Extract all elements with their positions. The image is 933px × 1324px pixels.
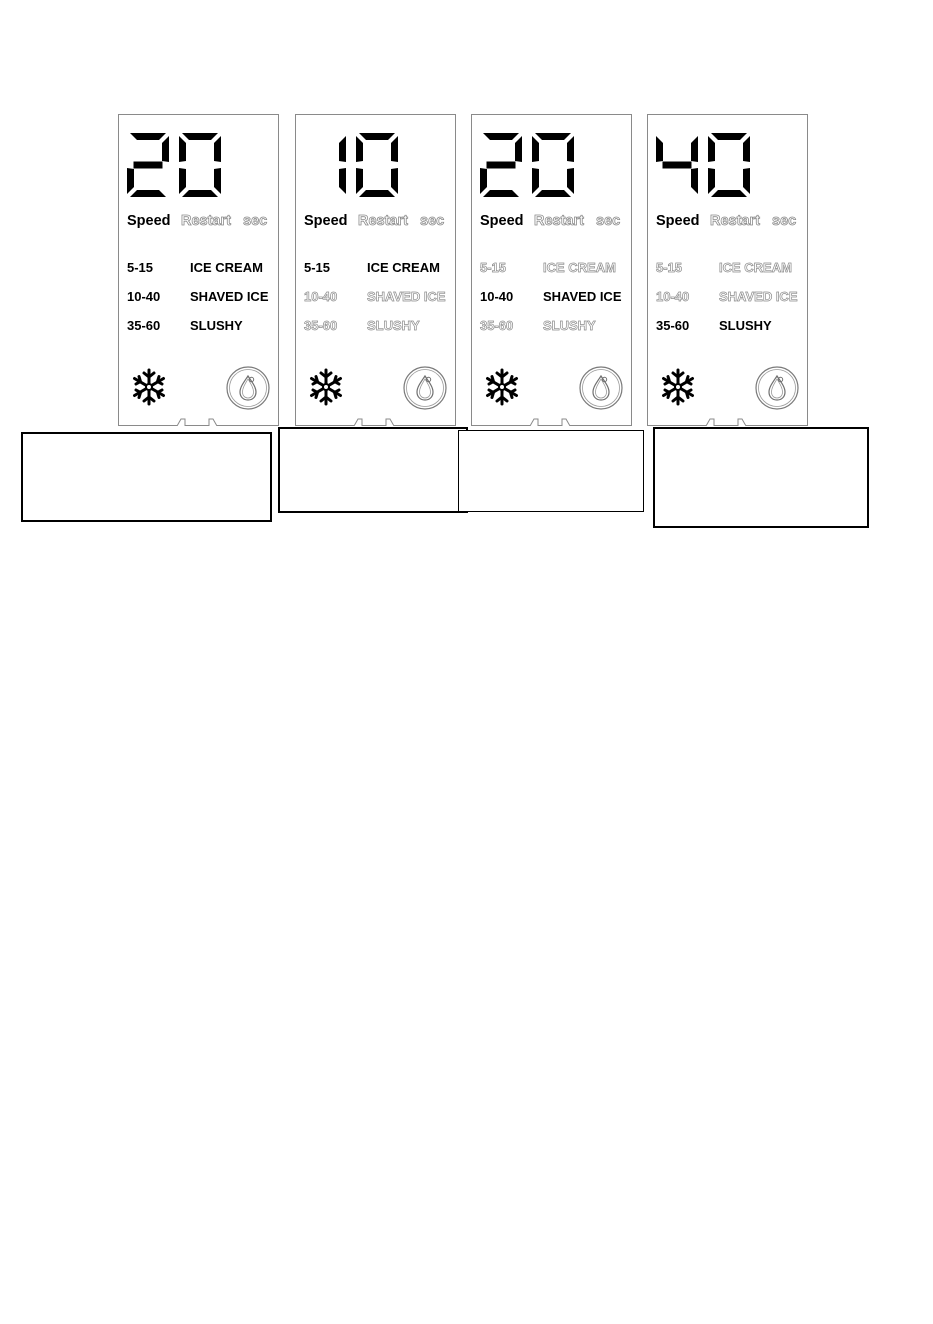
digit-segment — [691, 136, 698, 162]
label-box — [21, 432, 272, 522]
range-row — [304, 318, 454, 334]
seven-segment-display — [472, 129, 633, 201]
speed-label: Speed — [656, 213, 700, 229]
mode-labels — [480, 213, 630, 231]
restart-label: Restart — [534, 213, 584, 229]
digit-segment — [391, 168, 398, 194]
digit-segment — [339, 136, 346, 162]
speed-label: Speed — [127, 213, 171, 229]
snowflake-icon[interactable] — [660, 367, 696, 407]
range-row — [304, 260, 454, 276]
product-name: SHAVED ICE — [719, 289, 798, 304]
range-row — [480, 289, 630, 305]
snowflake-glyph — [660, 367, 696, 407]
product-name: ICE CREAM — [719, 260, 792, 275]
mode-labels — [304, 213, 454, 231]
product-name: SLUSHY — [543, 318, 596, 333]
label-box — [458, 430, 644, 512]
digit-segment — [214, 168, 221, 194]
range-value: 5-15 — [304, 260, 331, 275]
digit-glyph — [532, 133, 574, 197]
digit-glyph — [179, 133, 221, 197]
digit-glyph — [480, 133, 522, 197]
restart-label: Restart — [181, 213, 231, 229]
product-name: SHAVED ICE — [190, 289, 269, 304]
snowflake-icon[interactable] — [131, 367, 167, 407]
digit-segment — [691, 168, 698, 194]
digit-segment — [480, 168, 487, 194]
seven-segment-display — [648, 129, 809, 201]
digit-segment — [483, 190, 519, 197]
digit-segment — [532, 136, 539, 162]
digit-segment — [359, 190, 395, 197]
snowflake-glyph — [484, 367, 520, 407]
product-name: SLUSHY — [719, 318, 772, 333]
range-value: 5-15 — [656, 260, 683, 275]
water-drop-glyph — [578, 365, 624, 411]
water-drop-icon[interactable] — [754, 365, 800, 411]
label-box — [653, 427, 869, 528]
digit-segment — [708, 168, 715, 194]
digit-segment — [356, 168, 363, 194]
digit-segment — [487, 162, 516, 169]
speed-label: Speed — [304, 213, 348, 229]
digit-segment — [127, 168, 134, 194]
digit-segment — [515, 136, 522, 162]
range-value: 10-40 — [127, 289, 161, 304]
panel-notch — [648, 418, 809, 426]
snowflake-icon[interactable] — [484, 367, 520, 407]
panel-notch — [119, 418, 280, 426]
display-panel-2 — [295, 114, 456, 426]
digit-glyph — [339, 136, 346, 194]
digit-glyph — [656, 136, 698, 194]
water-drop-icon[interactable] — [578, 365, 624, 411]
digit-segment — [130, 190, 166, 197]
restart-label: Restart — [358, 213, 408, 229]
digit-segment — [356, 136, 363, 162]
panel-notch — [296, 418, 457, 426]
digit-segment — [532, 168, 539, 194]
digit-segment — [182, 133, 218, 140]
range-value: 35-60 — [480, 318, 514, 333]
range-value: 10-40 — [480, 289, 514, 304]
display-panel-1 — [118, 114, 279, 426]
digit-segment — [743, 168, 750, 194]
restart-label: Restart — [710, 213, 760, 229]
digit-segment — [130, 133, 166, 140]
sec-label: sec — [772, 213, 797, 229]
digit-segment — [179, 136, 186, 162]
mode-labels — [127, 213, 277, 231]
digit-glyph — [127, 133, 169, 197]
range-row — [480, 260, 630, 276]
water-drop-icon[interactable] — [225, 365, 271, 411]
snowflake-glyph — [131, 367, 167, 407]
seven-segment-display — [119, 129, 280, 201]
display-panel-3 — [471, 114, 632, 426]
digit-glyph — [708, 133, 750, 197]
water-drop-glyph — [225, 365, 271, 411]
product-name: SLUSHY — [367, 318, 420, 333]
product-name: ICE CREAM — [367, 260, 440, 275]
digit-readout — [296, 129, 457, 201]
snowflake-glyph — [308, 367, 344, 407]
panel-notch — [472, 418, 633, 426]
range-value: 35-60 — [656, 318, 690, 333]
digit-readout — [472, 129, 633, 201]
digit-segment — [708, 136, 715, 162]
water-drop-icon[interactable] — [402, 365, 448, 411]
range-row — [656, 260, 806, 276]
digit-segment — [711, 133, 747, 140]
sec-label: sec — [243, 213, 268, 229]
digit-segment — [162, 136, 169, 162]
digit-segment — [663, 162, 692, 169]
product-name: SHAVED ICE — [543, 289, 622, 304]
label-box — [278, 427, 468, 513]
product-name: SLUSHY — [190, 318, 243, 333]
range-row — [656, 289, 806, 305]
digit-glyph — [356, 133, 398, 197]
range-value: 35-60 — [304, 318, 338, 333]
digit-segment — [182, 190, 218, 197]
mode-labels — [656, 213, 806, 231]
range-row — [304, 289, 454, 305]
range-row — [127, 289, 277, 305]
digit-segment — [711, 190, 747, 197]
digit-readout — [648, 129, 809, 201]
range-row — [127, 260, 277, 276]
digit-segment — [567, 136, 574, 162]
digit-segment — [656, 136, 663, 162]
digit-segment — [483, 133, 519, 140]
digit-segment — [339, 168, 346, 194]
range-row — [656, 318, 806, 334]
digit-segment — [134, 162, 163, 169]
range-row — [127, 318, 277, 334]
digit-segment — [567, 168, 574, 194]
range-value: 35-60 — [127, 318, 161, 333]
product-name: ICE CREAM — [543, 260, 616, 275]
range-row — [480, 318, 630, 334]
display-panel-4 — [647, 114, 808, 426]
range-value: 10-40 — [304, 289, 338, 304]
digit-segment — [214, 136, 221, 162]
digit-segment — [535, 133, 571, 140]
product-name: SHAVED ICE — [367, 289, 446, 304]
digit-segment — [391, 136, 398, 162]
digit-segment — [535, 190, 571, 197]
digit-segment — [179, 168, 186, 194]
range-value: 10-40 — [656, 289, 690, 304]
sec-label: sec — [420, 213, 445, 229]
product-name: ICE CREAM — [190, 260, 263, 275]
snowflake-icon[interactable] — [308, 367, 344, 407]
range-value: 5-15 — [480, 260, 507, 275]
range-value: 5-15 — [127, 260, 154, 275]
water-drop-glyph — [402, 365, 448, 411]
digit-readout — [119, 129, 280, 201]
seven-segment-display — [296, 129, 457, 201]
speed-label: Speed — [480, 213, 524, 229]
digit-segment — [359, 133, 395, 140]
digit-segment — [743, 136, 750, 162]
sec-label: sec — [596, 213, 621, 229]
water-drop-glyph — [754, 365, 800, 411]
